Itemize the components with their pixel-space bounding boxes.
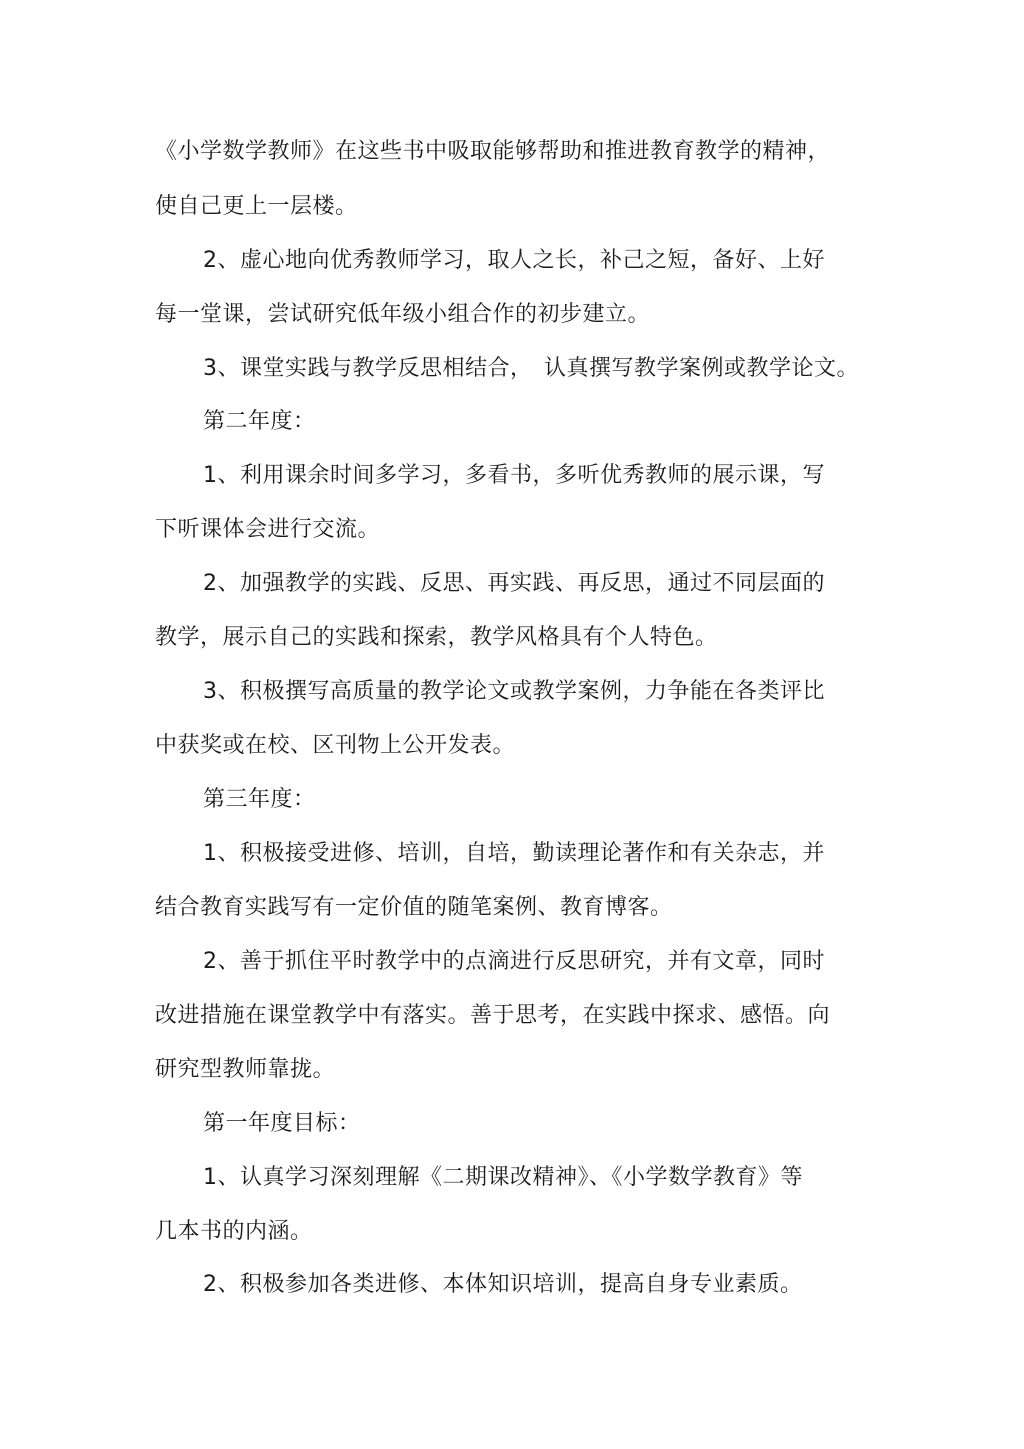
paragraph-line: 中获奖或在校、区刊物上公开发表。 (155, 733, 516, 758)
paragraph-line: 1、利用课余时间多学习，多看书，多听优秀教师的展示课，写 (203, 463, 825, 488)
paragraph-line: 3、课堂实践与教学反思相结合， 认真撰写教学案例或教学论文。 (203, 356, 859, 381)
paragraph-line: 研究型教师靠拢。 (155, 1057, 336, 1082)
paragraph-line: 《小学数学教师》在这些书中吸取能够帮助和推进教育教学的精神， (155, 139, 831, 164)
paragraph-line: 1、认真学习深刻理解《二期课改精神》、《小学数学教育》等 (203, 1165, 803, 1190)
paragraph-line: 1、积极接受进修、培训，自培，勤读理论著作和有关杂志，并 (203, 841, 825, 866)
section-heading: 第三年度： (203, 787, 316, 812)
paragraph-line: 下听课体会进行交流。 (155, 517, 381, 542)
paragraph-line: 结合教育实践写有一定价值的随笔案例、教育博客。 (155, 895, 673, 920)
paragraph-line: 使自己更上一层楼。 (155, 194, 358, 219)
section-heading: 第一年度目标： (203, 1111, 361, 1136)
paragraph-line: 2、虚心地向优秀教师学习，取人之长，补己之短，备好、上好 (203, 248, 825, 273)
paragraph-line: 2、加强教学的实践、反思、再实践、再反思，通过不同层面的 (203, 571, 825, 596)
paragraph-line: 每一堂课，尝试研究低年级小组合作的初步建立。 (155, 302, 651, 327)
paragraph-line: 几本书的内涵。 (155, 1219, 313, 1244)
paragraph-line: 2、积极参加各类进修、本体知识培训，提高自身专业素质。 (203, 1272, 803, 1297)
paragraph-line: 改进措施在课堂教学中有落实。善于思考，在实践中探求、感悟。向 (155, 1003, 831, 1028)
paragraph-line: 教学，展示自己的实践和探索，教学风格具有个人特色。 (155, 625, 718, 650)
paragraph-line: 3、积极撰写高质量的教学论文或教学案例，力争能在各类评比 (203, 679, 825, 704)
section-heading: 第二年度： (203, 409, 316, 434)
paragraph-line: 2、善于抓住平时教学中的点滴进行反思研究，并有文章，同时 (203, 949, 825, 974)
